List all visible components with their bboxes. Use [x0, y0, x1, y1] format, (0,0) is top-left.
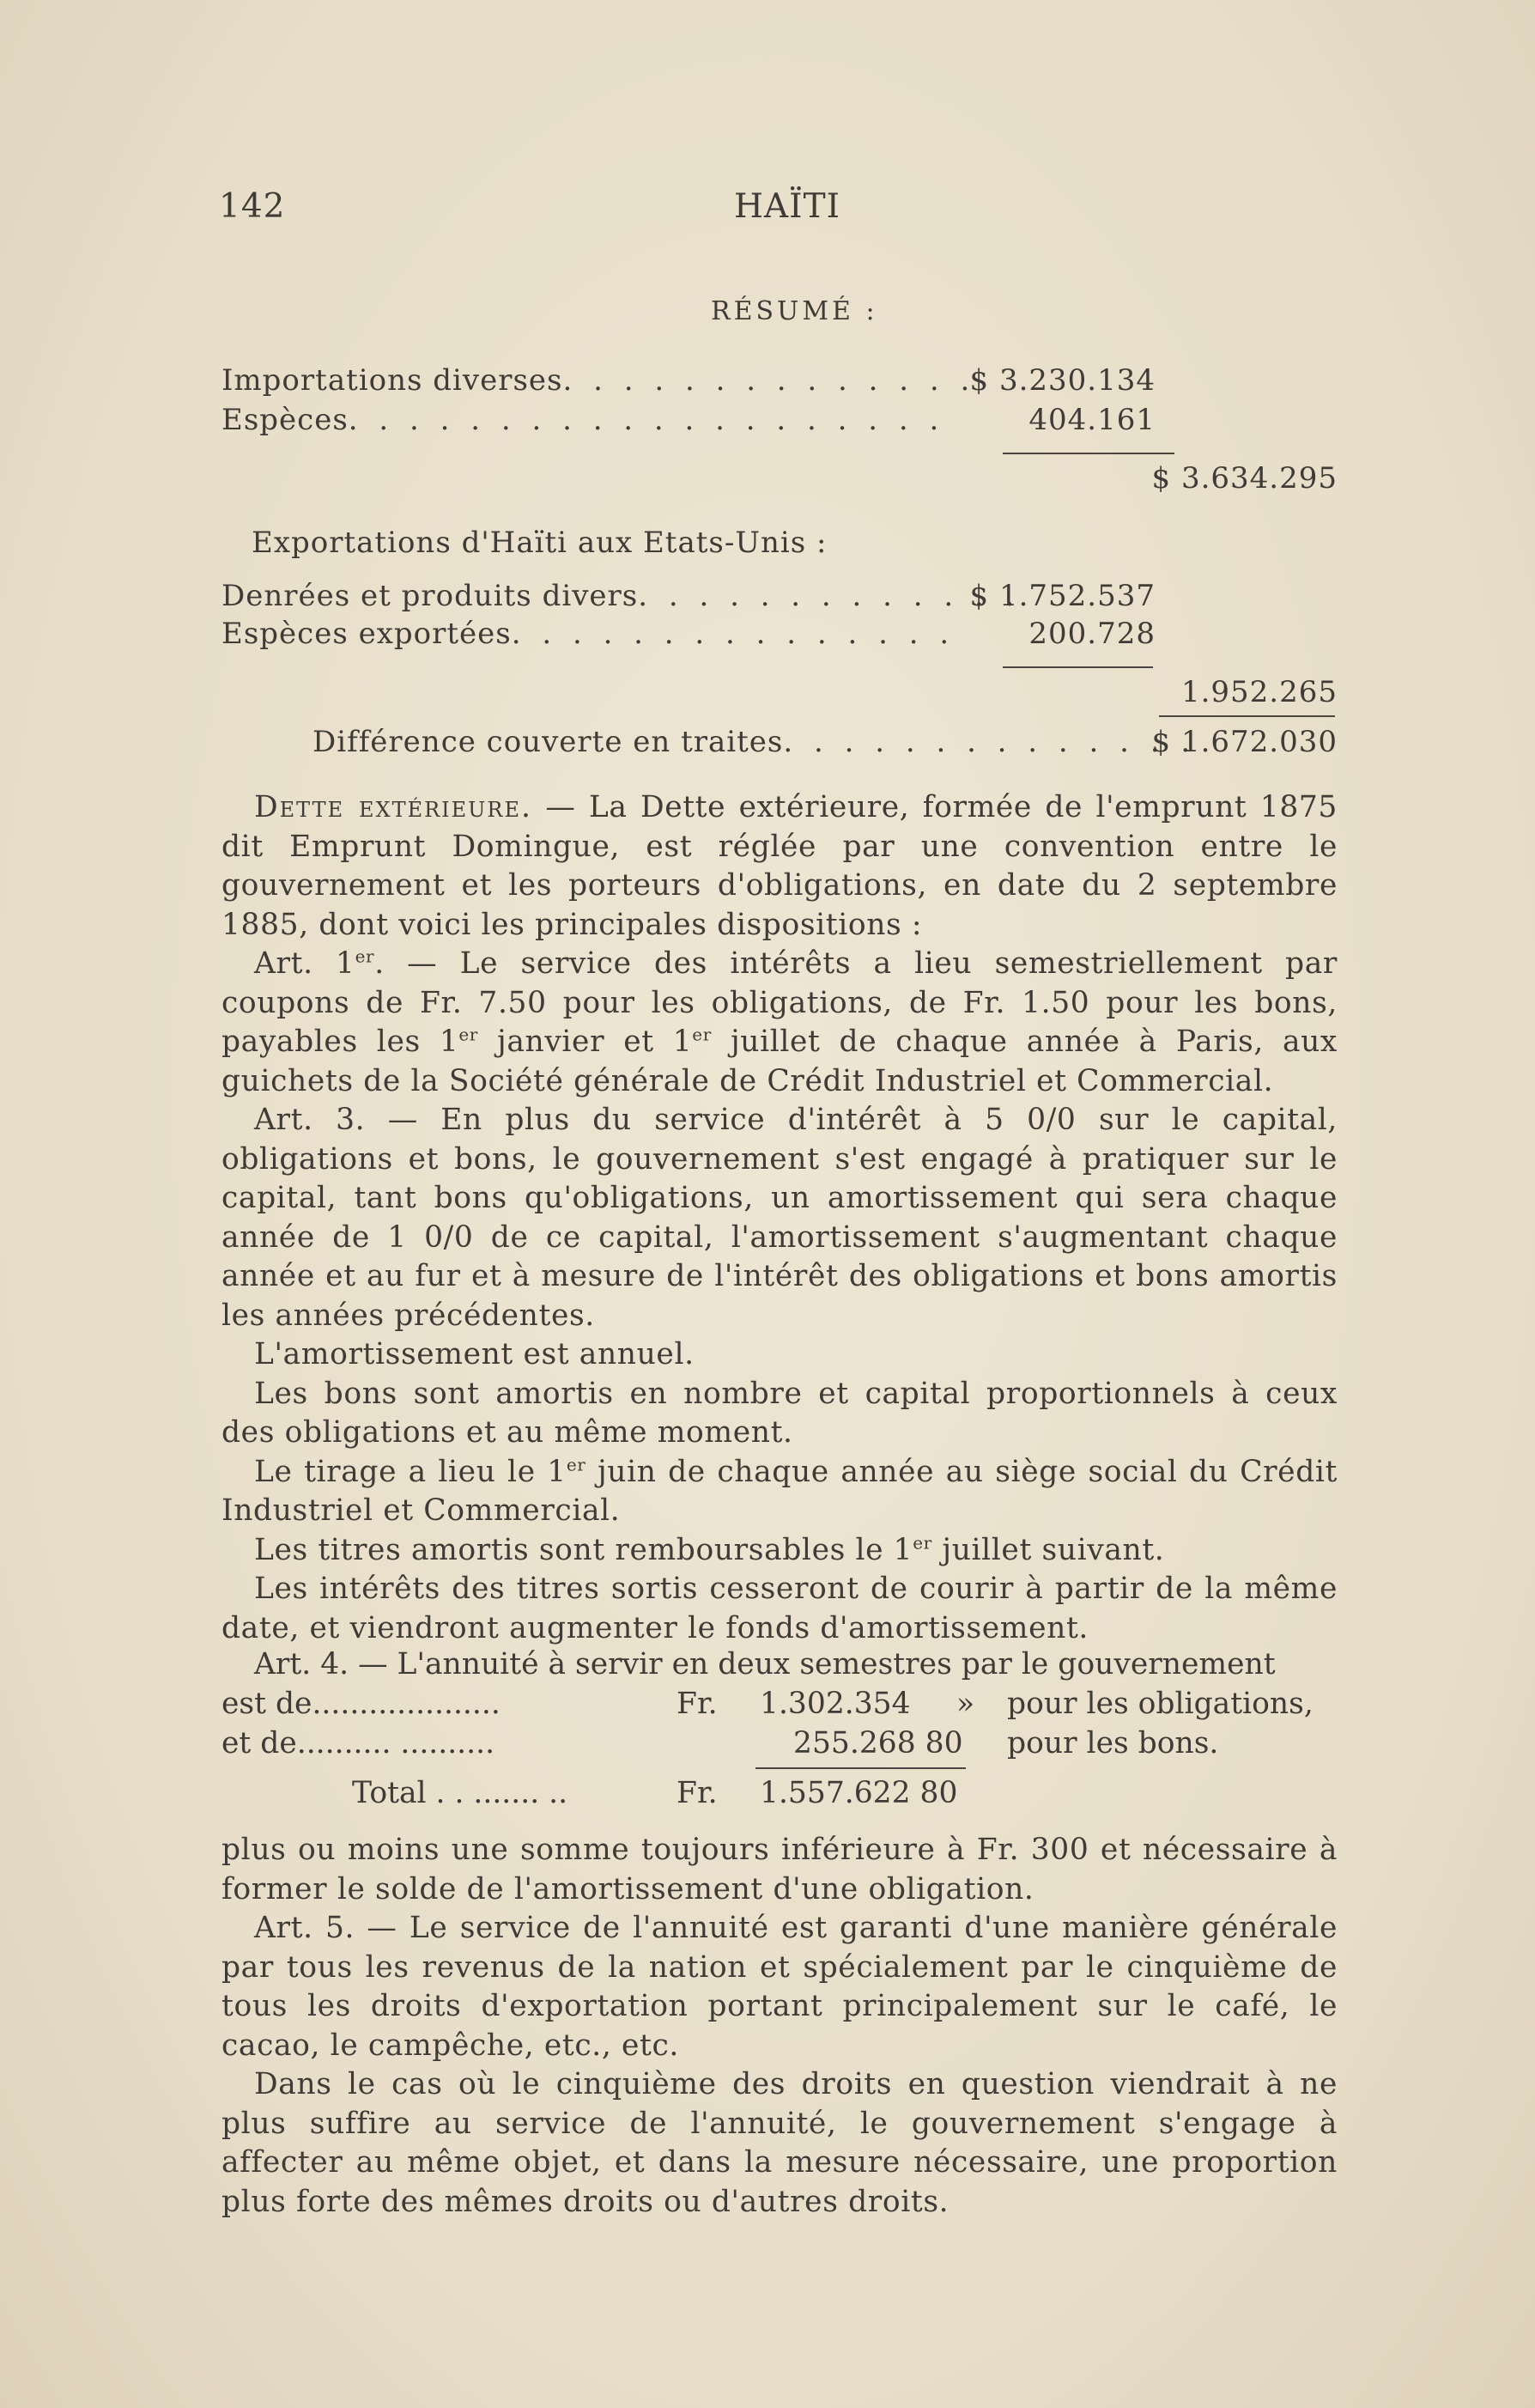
page-number: 142 — [219, 187, 286, 226]
running-title: HAÏTI — [734, 187, 840, 226]
annuity-row-label: et de.......... .......... — [221, 1726, 495, 1760]
export-row-label: Espèces exportées. . . . . . . . . . . . . . . — [221, 617, 956, 651]
plus-ou-moins-paragraph: plus ou moins une somme toujours inférieure à Fr. 300 et nécessaire à former le solde de l'amortissement d'une obligation. — [221, 1833, 1338, 1906]
exports-total: 1.952.265 — [1180, 675, 1338, 709]
difference-rule — [1159, 715, 1335, 717]
imports-rule — [1003, 453, 1174, 454]
annuity-description: pour les obligations, — [1007, 1687, 1314, 1721]
interets-paragraph: Les intérêts des titres sortis cesseront de courir à partir de la même date, et viendront augmenter le fonds d'amortissement. — [221, 1572, 1338, 1645]
difference-label: Différence couverte en traites. . . . . . . . . . . . . . — [312, 725, 1197, 759]
imports-total: $ 3.634.295 — [1151, 461, 1338, 496]
annuity-currency: Fr. — [676, 1776, 718, 1810]
annuity-total-label: Total . . ....... .. — [352, 1776, 568, 1810]
annuity-description: pour les bons. — [1007, 1726, 1219, 1760]
section-title: Dette extérieure. — [254, 790, 532, 824]
annuity-mark: » — [956, 1687, 975, 1721]
dette-section-continued — [221, 1831, 1338, 2222]
article-3-paragraph: Art. 3. — En plus du service d'intérêt à 5 0/0 sur le capital, obligations et bons, le gouvernement s'est engagé à pratiquer sur le capital, tant bons qu'obligations, un amortissement qui sera chaque année de 1 0/0 de ce capital, l'amortissement s'augmentant chaque année et au fur et à mesure de l'intérêt des obligations et bons amortis les années précédentes. — [221, 1103, 1338, 1333]
amortissement-annuel-paragraph: L'amortissement est annuel. — [254, 1337, 695, 1371]
import-row-label: Importations diverses. . . . . . . . . . . . . . — [221, 363, 976, 398]
dette-intro-paragraph: Dette extérieure. — La Dette extérieure, formée de l'emprunt 1875 dit Emprunt Domingue, est réglée par une convention entre le gouvernement et les porteurs d'obligations, en date du 2 septembre 1885, dont voici les principales dispositions : — [221, 790, 1338, 942]
cas-paragraph: Dans le cas où le cinquième des droits en question viendrait à ne plus suffire au service de l'annuité, le gouvernement s'engage à affecter au même objet, et dans la mesure nécessaire, une proportion plus forte des mêmes droits ou d'autres droits. — [221, 2067, 1338, 2219]
import-row-value: 404.161 — [1028, 403, 1156, 437]
article-5-paragraph: Art. 5. — Le service de l'annuité est garanti d'une manière générale par tous les revenus de la nation et spécialement par le cinquième de tous les droits d'exportation portant principalement sur le café, le cacao, le campêche, etc., etc. — [221, 1911, 1338, 2063]
import-row-value: $ 3.230.134 — [969, 363, 1156, 398]
annuity-total-rule — [755, 1767, 966, 1769]
summary-heading: RÉSUMÉ : — [711, 296, 878, 326]
annuity-currency: Fr. — [676, 1687, 718, 1721]
exports-heading: Exportations d'Haïti aux Etats-Unis : — [252, 526, 828, 560]
titres-paragraph: Les titres amortis sont remboursables le 1er juillet suivant. — [254, 1532, 1165, 1567]
article-4-annuity — [221, 1647, 1338, 1819]
article-1-paragraph: Art. 1er. — Le service des intérêts a lieu semestriellement par coupons de Fr. 7.50 pour les obligations, de Fr. 1.50 pour les bons, payables les 1er janvier et 1er juillet de chaque année à Paris, aux guichets de la Société générale de Crédit Industriel et Commercial. — [221, 946, 1338, 1098]
import-row-label: Espèces. . . . . . . . . . . . . . . . . . . . — [221, 403, 945, 437]
dette-section — [221, 788, 1338, 1648]
annuity-value: 255.268 80 — [793, 1726, 963, 1760]
export-row-value: 200.728 — [1028, 617, 1156, 651]
article-4-line: Art. 4. — L'annuité à servir en deux semestres par le gouvernement — [254, 1647, 1276, 1681]
export-row-label: Denrées et produits divers. . . . . . . . . . . . . — [221, 579, 1021, 613]
annuity-value: 1.302.354 — [760, 1687, 911, 1721]
annuity-row-label: est de.................... — [221, 1687, 501, 1721]
difference-value: $ 1.672.030 — [1151, 725, 1338, 759]
annuity-total-value: 1.557.622 80 — [760, 1776, 958, 1810]
exports-rule — [1003, 666, 1153, 668]
bons-paragraph: Les bons sont amortis en nombre et capital proportionnels à ceux des obligations et au même moment. — [221, 1376, 1338, 1450]
export-row-value: $ 1.752.537 — [969, 579, 1156, 613]
tirage-paragraph: Le tirage a lieu le 1er juin de chaque année au siège social du Crédit Industriel et Commercial. — [221, 1454, 1338, 1528]
